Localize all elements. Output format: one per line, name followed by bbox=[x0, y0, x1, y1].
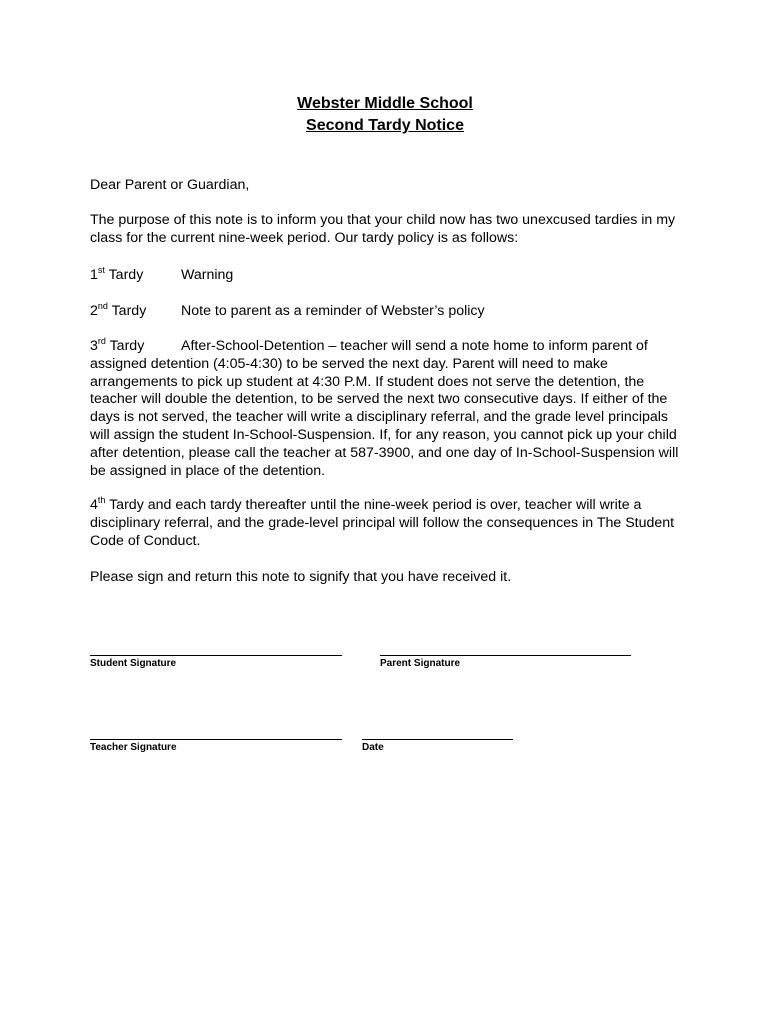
tardy-consequence-2: Note to parent as a reminder of Webster’s policy bbox=[181, 303, 485, 319]
school-name-heading: Webster Middle School bbox=[297, 95, 473, 112]
tardy-label-3: 3rd Tardy bbox=[90, 336, 145, 354]
teacher-signature-label: Teacher Signature bbox=[90, 742, 177, 753]
salutation: Dear Parent or Guardian, bbox=[90, 177, 250, 193]
tardy-policy-row-3 bbox=[90, 338, 690, 480]
date-label: Date bbox=[362, 742, 384, 753]
notice-title-heading: Second Tardy Notice bbox=[306, 117, 464, 134]
intro-paragraph: The purpose of this note is to inform you that your child now has two unexcused tardies in my class for the current nine-week period. Our tardy policy is as follows: bbox=[90, 212, 676, 246]
tardy-consequence-4: and each tardy thereafter until the nine-week period is over, teacher will write a disciplinary referral, and the grade-level principal will follow the consequences in The Student Code of Conduct. bbox=[90, 497, 675, 549]
tardy-label-1: 1st Tardy bbox=[90, 265, 144, 283]
date-line[interactable] bbox=[362, 739, 513, 740]
parent-signature-label: Parent Signature bbox=[380, 658, 461, 669]
tardy-policy-row-1 bbox=[90, 266, 233, 284]
tardy-policy-row-4 bbox=[90, 497, 690, 550]
tardy-policy-row-2 bbox=[90, 302, 485, 320]
closing-paragraph: Please sign and return this note to signify that you have received it. bbox=[90, 569, 512, 585]
tardy-label-2: 2nd Tardy bbox=[90, 301, 147, 319]
parent-signature-line[interactable] bbox=[380, 655, 631, 656]
teacher-signature-line[interactable] bbox=[90, 739, 342, 740]
tardy-label-4: 4th Tardy bbox=[90, 495, 144, 513]
tardy-consequence-3: After-School-Detention – teacher will send a note home to inform parent of assigned detention (4:05-4:30) to be served the next day. Parent will need to make arrangements to pick up student at 4:30 P.M. If student does not serve the detention, the teacher will double the detention, to be served the next two consecutive days. If either of the days is not served, the teacher will write a disciplinary referral, and the grade level principals will assign the student In-School-Suspension. If, for any reason, you cannot pick up your child after detention, please call the teacher at 587-3900, and one day of In-School-Suspension will be assigned in place of the detention. bbox=[90, 338, 679, 479]
tardy-consequence-1: Warning bbox=[181, 267, 234, 283]
student-signature-line[interactable] bbox=[90, 655, 342, 656]
student-signature-label: Student Signature bbox=[90, 658, 177, 669]
